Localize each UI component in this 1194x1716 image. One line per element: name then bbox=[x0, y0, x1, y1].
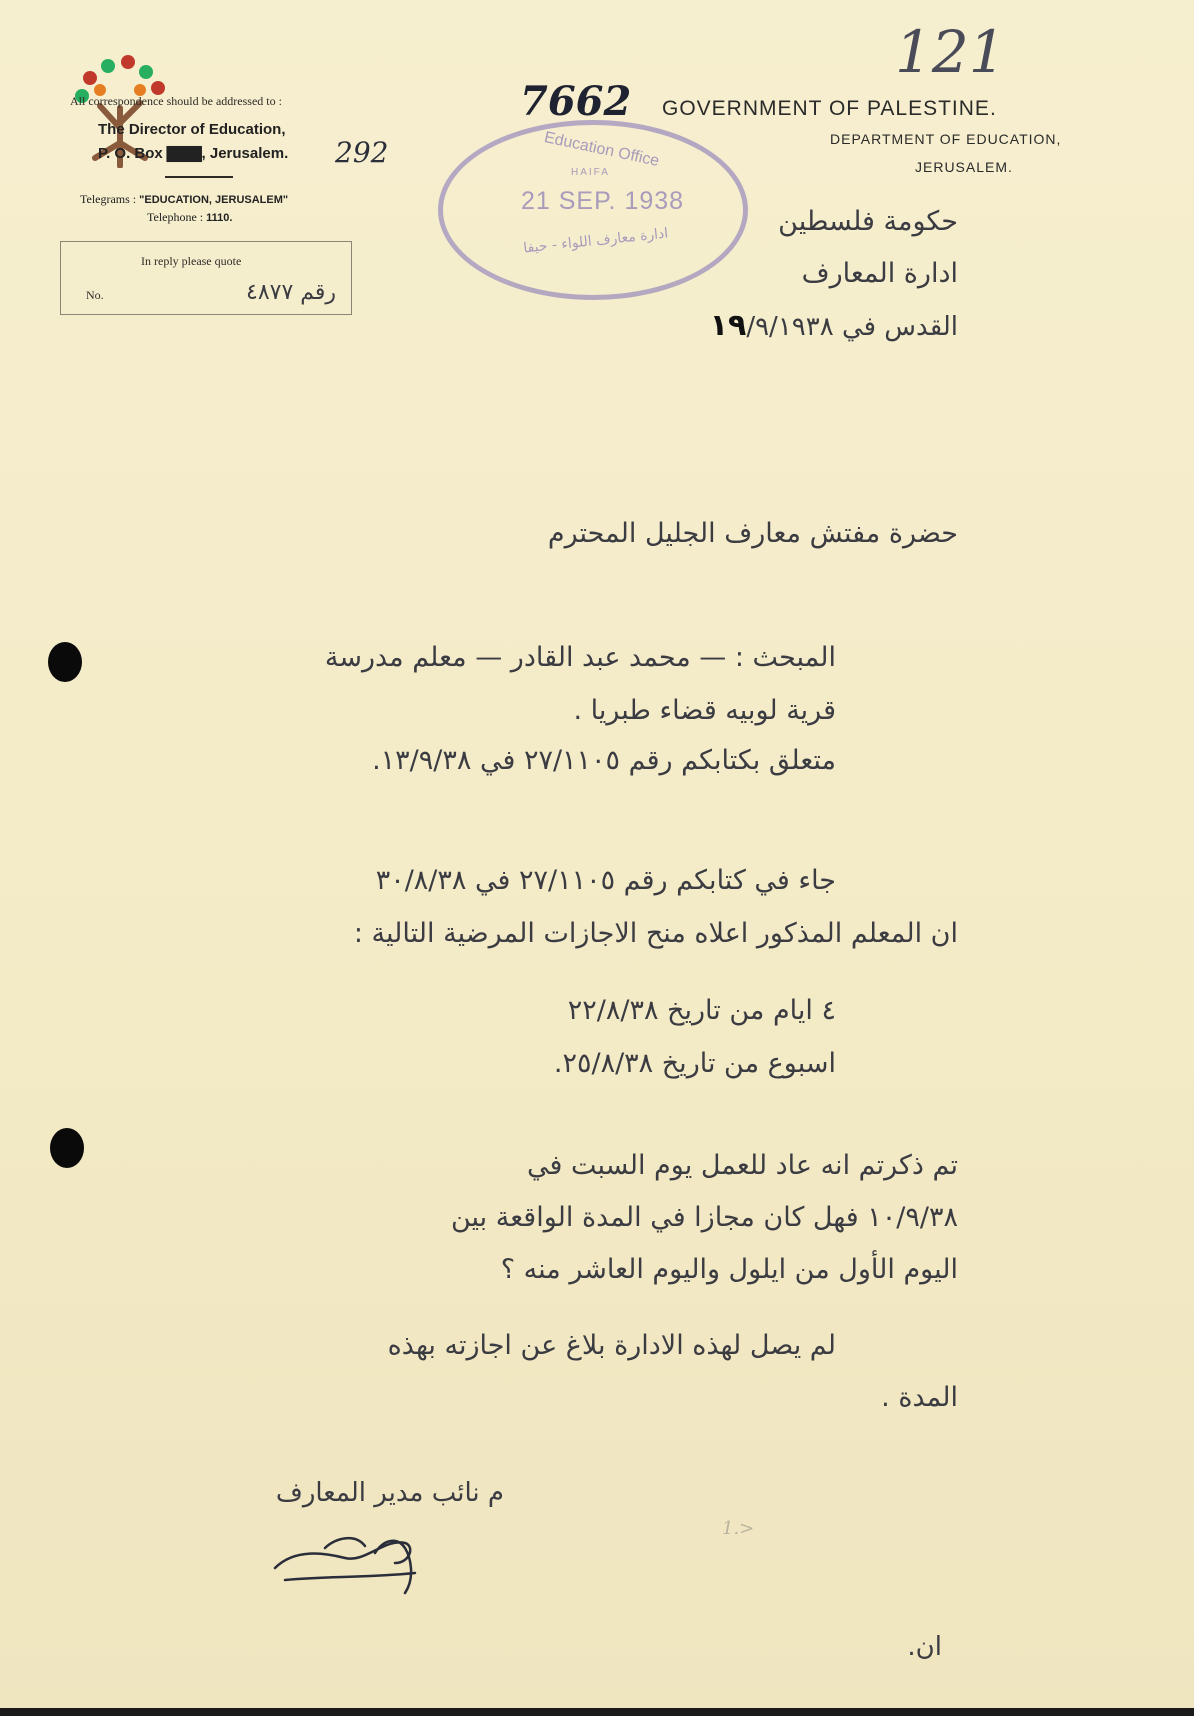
subject-line-2: قرية لوبيه قضاء طبريا . bbox=[573, 695, 836, 726]
paragraph-2-line-3: اليوم الأول من ايلول واليوم العاشر منه ؟ bbox=[500, 1254, 958, 1285]
handwritten-box-number: 292 bbox=[335, 136, 389, 169]
typist-initials: ان. bbox=[907, 1632, 942, 1662]
scan-bottom-edge bbox=[0, 1708, 1194, 1716]
header-divider bbox=[165, 176, 233, 178]
folio-number: 121 bbox=[895, 18, 1006, 86]
telephone-value: 1110. bbox=[206, 212, 233, 224]
subject-line-1: المبحث : — محمد عبد القادر — معلم مدرسة bbox=[324, 642, 836, 673]
paragraph-3-line-2: المدة . bbox=[881, 1382, 958, 1413]
punch-hole-bottom bbox=[50, 1128, 84, 1168]
stamp-date: 21 SEP. 1938 bbox=[521, 187, 685, 215]
telephone-line bbox=[147, 210, 232, 225]
reference-box bbox=[60, 241, 352, 315]
date-prefix: القدس في bbox=[841, 312, 958, 342]
signatory-title: م نائب مدير المعارف bbox=[275, 1478, 504, 1508]
date-line-arabic bbox=[710, 308, 958, 343]
salutation: حضرة مفتش معارف الجليل المحترم bbox=[547, 518, 958, 549]
faint-pencil-mark: 1.> bbox=[722, 1518, 755, 1539]
telephone-label: Telephone : bbox=[147, 210, 204, 224]
telegrams-line bbox=[80, 192, 288, 207]
subject-line-3: متعلق بكتابكم رقم ٢٧/١١٠٥ في ١٣/٩/٣٨. bbox=[372, 745, 836, 776]
paragraph-3-line-1: لم يصل لهذه الادارة بلاغ عن اجازته بهذه bbox=[387, 1330, 836, 1361]
department-title: DEPARTMENT OF EDUCATION, bbox=[830, 131, 1062, 147]
date-rest: /٩/١٩٣٨ bbox=[746, 312, 834, 342]
punch-hole-top bbox=[48, 642, 82, 682]
government-arabic: حكومة فلسطين bbox=[778, 206, 958, 237]
reference-number: رقم ٤٨٧٧ bbox=[246, 280, 337, 305]
stamp-city-text: HAIFA bbox=[571, 167, 610, 178]
government-title: GOVERNMENT OF PALESTINE. bbox=[662, 97, 997, 120]
leave-item-2: اسبوع من تاريخ ٢٥/٨/٣٨. bbox=[553, 1048, 836, 1079]
paragraph-2-line-1: تم ذكرتم انه عاد للعمل يوم السبت في bbox=[527, 1150, 958, 1181]
stamp-office-text: Education Office bbox=[542, 129, 661, 170]
department-arabic: ادارة المعارف bbox=[801, 258, 958, 289]
reference-no-label: No. bbox=[86, 288, 104, 302]
telegrams-label: Telegrams : bbox=[80, 192, 137, 206]
reply-quote-label: In reply please quote bbox=[141, 254, 242, 268]
leave-item-1: ٤ ايام من تاريخ ٢٢/٨/٣٨ bbox=[567, 995, 836, 1026]
addressee-line: The Director of Education, bbox=[98, 121, 286, 138]
po-box-line: P. O. Box ▇▇▇, Jerusalem. bbox=[98, 145, 289, 162]
registry-number: 7662 bbox=[520, 78, 632, 125]
correspondence-note: All correspondence should be addressed to : bbox=[70, 94, 282, 108]
handwritten-signature bbox=[265, 1518, 445, 1598]
stamp-arabic-text: ادارة معارف اللواء - حيفا bbox=[522, 225, 669, 257]
city-title: JERUSALEM. bbox=[915, 159, 1013, 175]
paragraph-2-line-2: ١٠/٩/٣٨ فهل كان مجازا في المدة الواقعة بين bbox=[450, 1202, 958, 1233]
received-stamp bbox=[438, 120, 748, 300]
telegrams-value: "EDUCATION, JERUSALEM" bbox=[139, 194, 289, 206]
paragraph-1-line-1: جاء في كتابكم رقم ٢٧/١١٠٥ في ٣٠/٨/٣٨ bbox=[375, 865, 836, 896]
paragraph-1-line-2: ان المعلم المذكور اعلاه منح الاجازات المرضية التالية : bbox=[353, 918, 958, 949]
date-day-handwritten: ١٩ bbox=[709, 308, 747, 343]
